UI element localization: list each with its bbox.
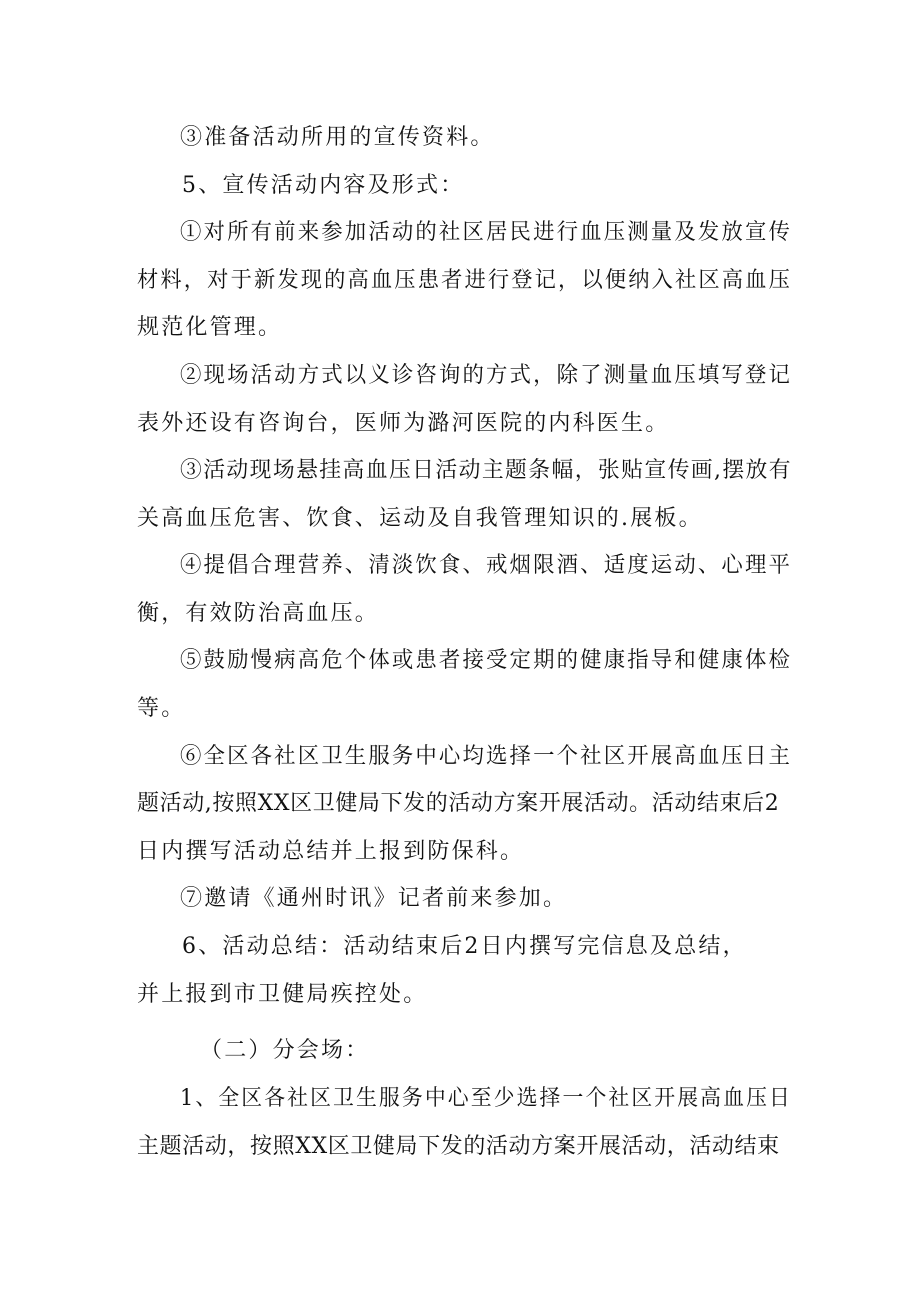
text-line: 规范化管理。	[137, 315, 283, 340]
paragraph-line-item4	[0, 546, 920, 586]
text-line: 6、活动总结：活动结束后2日内撰写完信息及总结，	[182, 934, 747, 959]
paragraph-line-branch1	[0, 1079, 920, 1119]
text-line: 表外还设有咨询台，医师为潞河医院的内科医生。	[137, 411, 670, 436]
text-line: 1、全区各社区卫生服务中心至少选择一个社区开展高血压日	[180, 1086, 792, 1111]
paragraph-line-item6	[0, 737, 920, 777]
text-line: 并上报到市卫健局疾控处。	[137, 982, 428, 1007]
heading-branch-venue	[0, 1031, 920, 1071]
paragraph-line-item6	[0, 832, 920, 872]
text-line: 5、宣传活动内容及形式：	[182, 173, 465, 198]
text-line: ⑦邀请《通州时讯》记者前来参加。	[180, 886, 568, 911]
text-line: ⑥全区各社区卫生服务中心均选择一个社区开展高血压日主	[180, 744, 793, 769]
paragraph-line-item3	[0, 499, 920, 539]
text-line: ①对所有前来参加活动的社区居民进行血压测量及发放宣传	[180, 220, 793, 245]
paragraph-line-item1	[0, 213, 920, 253]
paragraph-line-item5	[0, 689, 920, 729]
text-line: ②现场活动方式以义诊咨询的方式，除了测量血压填写登记	[180, 363, 793, 388]
text-line: 材料，对于新发现的高血压患者进行登记，以便纳入社区高血压	[137, 268, 792, 293]
heading-activity-summary	[0, 927, 920, 967]
paragraph-line-item3	[0, 451, 920, 491]
heading-content-and-form	[0, 166, 920, 206]
paragraph-line-prep-materials	[0, 118, 920, 158]
text-line: （二）分会场：	[200, 1038, 370, 1063]
paragraph-line-branch1	[0, 1127, 920, 1167]
text-line: 衡，有效防治高血压。	[137, 601, 380, 626]
text-line: ④提倡合理营养、清淡饮食、戒烟限酒、适度运动、心理平	[180, 553, 793, 578]
text-line: 题活动,按照XX区卫健局下发的活动方案开展活动。活动结束后2	[137, 791, 780, 816]
text-line: 关高血压危害、饮食、运动及自我管理知识的.展板。	[137, 506, 703, 531]
paragraph-line-item5	[0, 641, 920, 681]
text-line: 主题活动，按照XX区卫健局下发的活动方案开展活动，活动结束	[137, 1134, 780, 1159]
text-line: 等。	[137, 696, 186, 721]
paragraph-line-item2	[0, 356, 920, 396]
paragraph-line-item2	[0, 404, 920, 444]
paragraph-line-item4	[0, 594, 920, 634]
text-line: ③准备活动所用的宣传资料。	[180, 125, 495, 150]
text-line: ⑤鼓励慢病高危个体或患者接受定期的健康指导和健康体检	[180, 648, 793, 673]
paragraph-line-item6	[0, 784, 920, 824]
text-line: ③活动现场悬挂高血压日活动主题条幅，张贴宣传画,摆放有	[180, 458, 792, 483]
paragraph-line-item7	[0, 879, 920, 919]
paragraph-line-summary	[0, 975, 920, 1015]
text-line: 日内撰写活动总结并上报到防保科。	[137, 839, 525, 864]
paragraph-line-item1	[0, 261, 920, 301]
paragraph-line-item1	[0, 308, 920, 348]
